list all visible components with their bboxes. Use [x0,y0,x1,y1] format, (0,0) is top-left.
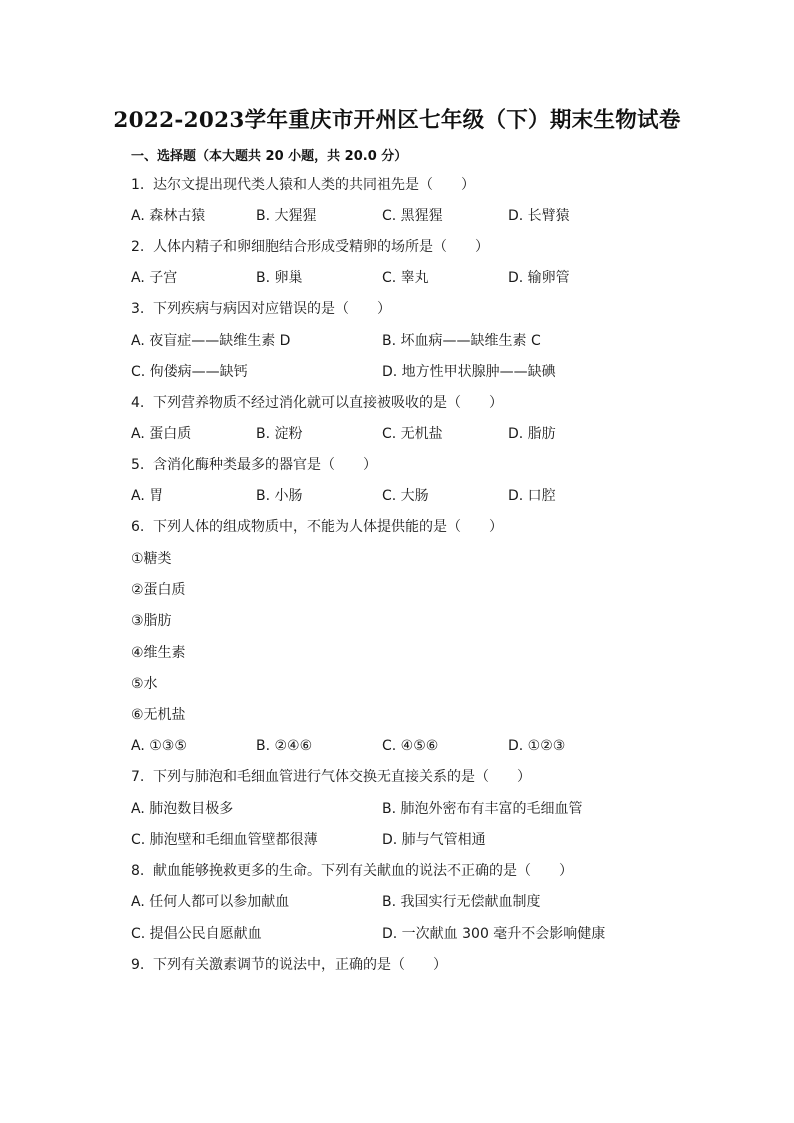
options-8-row-1 [0,891,794,913]
question-text: 下列有关激素调节的说法中，正确的是（ ） [153,957,447,973]
item-text: ⑥无机盐 [131,707,186,723]
section-heading: 一、选择题（本大题共 20 小题，共 20.0 分） [131,149,408,164]
question-number: 6. [131,519,145,535]
question-9 [0,954,794,976]
option-c: C. 提倡公民自愿献血 [131,926,262,942]
question-number: 9. [131,957,145,973]
item-text: ①糖类 [131,551,172,567]
option-d: D. 脂肪 [508,426,556,442]
question-number: 3. [131,301,145,317]
option-a: A. ①③⑤ [131,738,187,754]
question-8 [0,860,794,882]
option-a: A. 蛋白质 [131,426,192,442]
question-1 [0,174,794,196]
list-item [0,704,794,726]
question-text: 下列疾病与病因对应错误的是（ ） [153,301,391,317]
option-a: A. 子宫 [131,270,178,286]
option-b: B. 卵巢 [256,270,303,286]
option-d: D. 输卵管 [508,270,570,286]
question-number: 2. [131,239,145,255]
option-d: D. 长臂猿 [508,208,570,224]
option-c: C. 无机盐 [382,426,443,442]
option-b: B. 坏血病——缺维生素 C [382,333,541,349]
option-c: C. ④⑤⑥ [382,738,439,754]
list-item [0,579,794,601]
option-c: C. 佝偻病——缺钙 [131,364,248,380]
question-text: 献血能够挽救更多的生命。下列有关献血的说法不正确的是（ ） [153,863,573,879]
question-number: 4. [131,395,145,411]
option-b: B. 我国实行无偿献血制度 [382,894,541,910]
option-d: D. 一次献血 300 毫升不会影响健康 [382,926,606,942]
option-d: D. 口腔 [508,488,556,504]
options-2 [0,267,794,289]
question-3 [0,298,794,320]
option-c: C. 睾丸 [382,270,429,286]
question-number: 1. [131,177,145,193]
question-text: 下列人体的组成物质中，不能为人体提供能的是（ ） [153,519,503,535]
options-3-row-2 [0,361,794,383]
list-item [0,673,794,695]
option-a: A. 肺泡数目极多 [131,801,234,817]
item-text: ③脂肪 [131,613,172,629]
question-6 [0,516,794,538]
list-item [0,548,794,570]
question-5 [0,454,794,476]
question-7 [0,766,794,788]
option-b: B. 淀粉 [256,426,303,442]
options-5 [0,485,794,507]
question-4 [0,392,794,414]
question-number: 7. [131,769,145,785]
options-3-row-1 [0,330,794,352]
option-d: D. ①②③ [508,738,566,754]
option-c: C. 黑猩猩 [382,208,443,224]
item-text: ④维生素 [131,645,186,661]
option-a: A. 任何人都可以参加献血 [131,894,290,910]
options-8-row-2 [0,923,794,945]
option-b: B. 小肠 [256,488,303,504]
options-1 [0,205,794,227]
options-6 [0,735,794,757]
option-a: A. 夜盲症——缺维生素 D [131,333,291,349]
page-title: 2022-2023学年重庆市开州区七年级（下）期末生物试卷 [113,108,681,133]
option-c: C. 肺泡壁和毛细血管壁都很薄 [131,832,318,848]
question-text: 含消化酶种类最多的器官是（ ） [153,457,377,473]
option-b: B. 肺泡外密布有丰富的毛细血管 [382,801,583,817]
list-item [0,642,794,664]
options-4 [0,423,794,445]
options-7-row-1 [0,798,794,820]
question-number: 5. [131,457,145,473]
question-text: 下列营养物质不经过消化就可以直接被吸收的是（ ） [153,395,503,411]
option-b: B. ②④⑥ [256,738,313,754]
question-text: 达尔文提出现代类人猿和人类的共同祖先是（ ） [153,177,475,193]
options-7-row-2 [0,829,794,851]
option-a: A. 森林古猿 [131,208,206,224]
question-2 [0,236,794,258]
list-item [0,610,794,632]
option-d: D. 地方性甲状腺肿——缺碘 [382,364,556,380]
option-d: D. 肺与气管相通 [382,832,486,848]
item-text: ②蛋白质 [131,582,186,598]
option-a: A. 胃 [131,488,164,504]
option-b: B. 大猩猩 [256,208,317,224]
item-text: ⑤水 [131,676,158,692]
question-number: 8. [131,863,145,879]
question-text: 人体内精子和卵细胞结合形成受精卵的场所是（ ） [153,239,489,255]
question-text: 下列与肺泡和毛细血管进行气体交换无直接关系的是（ ） [153,769,531,785]
option-c: C. 大肠 [382,488,429,504]
